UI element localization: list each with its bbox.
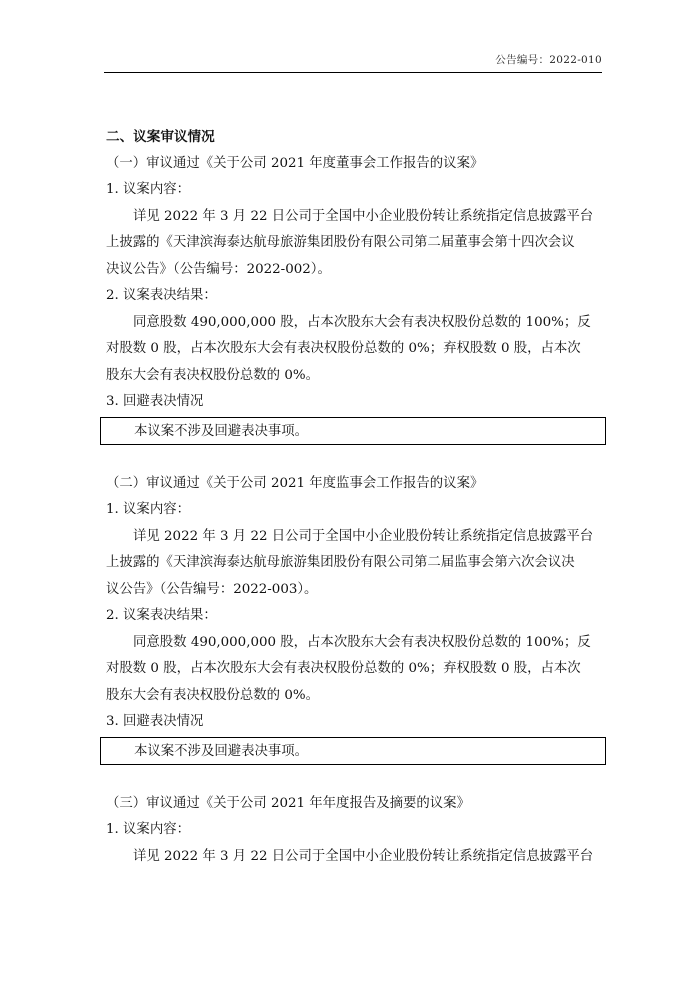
result-label: 2. 议案表决结果：: [106, 288, 217, 303]
spacer: [106, 445, 602, 471]
announcement-number: 公告编号：2022-010: [495, 54, 602, 66]
result-label: 2. 议案表决结果：: [106, 608, 217, 623]
recusal-box: 本议案不涉及回避表决事项。: [100, 417, 606, 445]
motion-block: [106, 151, 602, 445]
content-line: 上披露的《天津滨海泰达航母旅游集团股份有限公司第二届监事会第六次会议决: [106, 555, 575, 570]
motion-title: （三）审议通过《关于公司 2021 年年度报告及摘要的议案》: [106, 795, 470, 811]
content-line: 详见 2022 年 3 月 22 日公司于全国中小企业股份转让系统指定信息披露平台: [133, 208, 594, 224]
motion-title: （二）审议通过《关于公司 2021 年度监事会工作报告的议案》: [106, 475, 484, 491]
content-label: 1. 议案内容：: [106, 502, 190, 517]
result-line: 股东大会有表决权股份总数的 0%。: [106, 687, 319, 703]
content-line: 议公告》（公告编号：2022-003）。: [106, 581, 318, 597]
content-line: 决议公告》（公告编号：2022-002）。: [106, 261, 331, 277]
motion-block: [106, 791, 602, 871]
recusal-label: 3. 回避表决情况: [106, 714, 204, 729]
result-line: 对股数 0 股，占本次股东大会有表决权股份总数的 0%；弃权股数 0 股，占本次: [106, 341, 581, 356]
result-line: 股东大会有表决权股份总数的 0%。: [106, 367, 319, 383]
recusal-box: 本议案不涉及回避表决事项。: [100, 737, 606, 765]
content-line: 详见 2022 年 3 月 22 日公司于全国中小企业股份转让系统指定信息披露平台: [133, 848, 594, 864]
content-label: 1. 议案内容：: [106, 182, 190, 197]
content-label: 1. 议案内容：: [106, 822, 190, 837]
spacer: [106, 765, 602, 791]
header-divider: [104, 72, 602, 73]
section-title: 二、议案审议情况: [106, 129, 215, 145]
result-line: 同意股数 490,000,000 股，占本次股东大会有表决权股份总数的 100%；反: [133, 314, 591, 330]
motion-block: [106, 471, 602, 765]
result-line: 同意股数 490,000,000 股，占本次股东大会有表决权股份总数的 100%；反: [133, 634, 591, 650]
content-line: 上披露的《天津滨海泰达航母旅游集团股份有限公司第二届董事会第十四次会议: [106, 235, 575, 250]
motion-title: （一）审议通过《关于公司 2021 年度董事会工作报告的议案》: [106, 155, 484, 171]
recusal-label: 3. 回避表决情况: [106, 394, 204, 409]
result-line: 对股数 0 股，占本次股东大会有表决权股份总数的 0%；弃权股数 0 股，占本次: [106, 661, 581, 676]
content-line: 详见 2022 年 3 月 22 日公司于全国中小企业股份转让系统指定信息披露平台: [133, 528, 594, 544]
document-body: [106, 124, 602, 870]
